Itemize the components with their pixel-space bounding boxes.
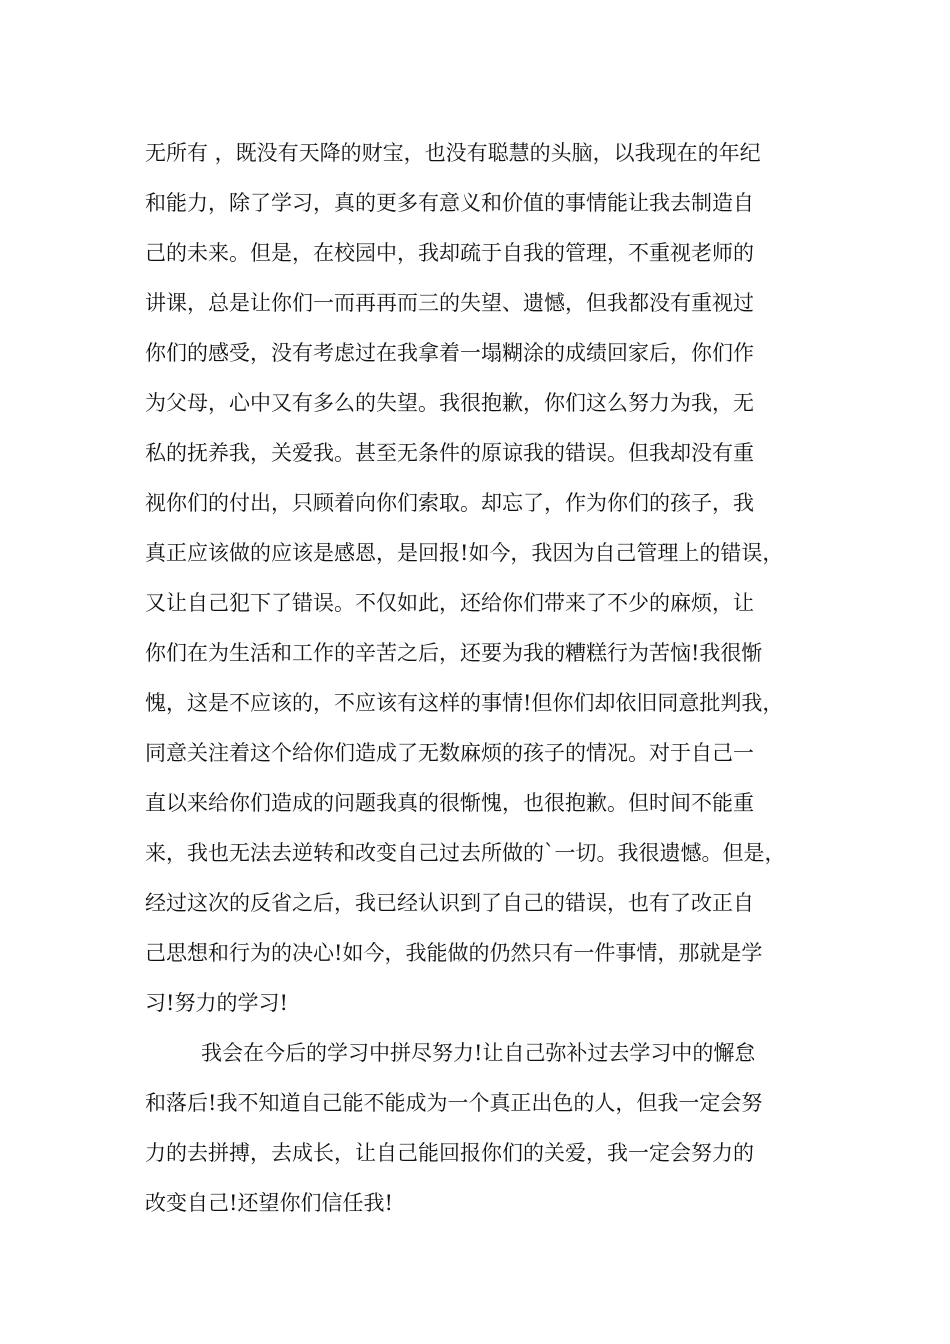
text-line: 愧，这是不应该的，不应该有这样的事情!但你们却依旧同意批判我， <box>145 691 784 715</box>
paragraph-2 <box>145 1028 825 1228</box>
text-line: 力的去拼搏，去成长，让自己能回报你们的关爱，我一定会努力的 <box>145 1141 754 1165</box>
text-line: 为父母，心中又有多么的失望。我很抱歉，你们这么努力为我，无 <box>145 391 754 415</box>
text-line: 改变自己!还望你们信任我! <box>145 1191 393 1215</box>
text-line: 己思想和行为的决心!如今，我能做的仍然只有一件事情，那就是学 <box>145 941 763 965</box>
text-line: 直以来给你们造成的问题我真的很惭愧，也很抱歉。但时间不能重 <box>145 791 754 815</box>
text-line: 来，我也无法去逆转和改变自己过去所做的`一切。我很遗憾。但是， <box>145 841 786 865</box>
text-line: 和能力，除了学习，真的更多有意义和价值的事情能让我去制造自 <box>145 191 754 215</box>
text-line: 同意关注着这个给你们造成了无数麻烦的孩子的情况。对于自己一 <box>145 741 754 765</box>
text-line: 真正应该做的应该是感恩，是回报!如今，我因为自己管理上的错误， <box>145 541 784 565</box>
text-line: 讲课，总是让你们一而再再而三的失望、遗憾，但我都没有重视过 <box>145 291 754 315</box>
text-line: 和落后!我不知道自己能不能成为一个真正出色的人，但我一定会努 <box>145 1091 763 1115</box>
text-line: 无所有 ，既没有天降的财宝，也没有聪慧的头脑，以我现在的年纪 <box>145 141 761 165</box>
text-line: 经过这次的反省之后，我已经认识到了自己的错误，也有了改正自 <box>145 891 754 915</box>
text-line: 你们在为生活和工作的辛苦之后，还要为我的糟糕行为苦恼!我很惭 <box>145 641 763 665</box>
text-line: 私的抚养我，关爱我。甚至无条件的原谅我的错误。但我却没有重 <box>145 441 754 465</box>
document-body <box>145 128 825 1228</box>
text-line: 你们的感受，没有考虑过在我拿着一塌糊涂的成绩回家后，你们作 <box>145 341 754 365</box>
paragraph-1 <box>145 128 825 1028</box>
text-line: 己的未来。但是，在校园中，我却疏于自我的管理，不重视老师的 <box>145 241 754 265</box>
text-line: 习!努力的学习! <box>145 991 288 1015</box>
text-line: 我会在今后的学习中拼尽努力!让自己弥补过去学习中的懈怠 <box>201 1041 756 1065</box>
text-line: 视你们的付出，只顾着向你们索取。却忘了，作为你们的孩子，我 <box>145 491 754 515</box>
text-line: 又让自己犯下了错误。不仅如此，还给你们带来了不少的麻烦，让 <box>145 591 754 615</box>
